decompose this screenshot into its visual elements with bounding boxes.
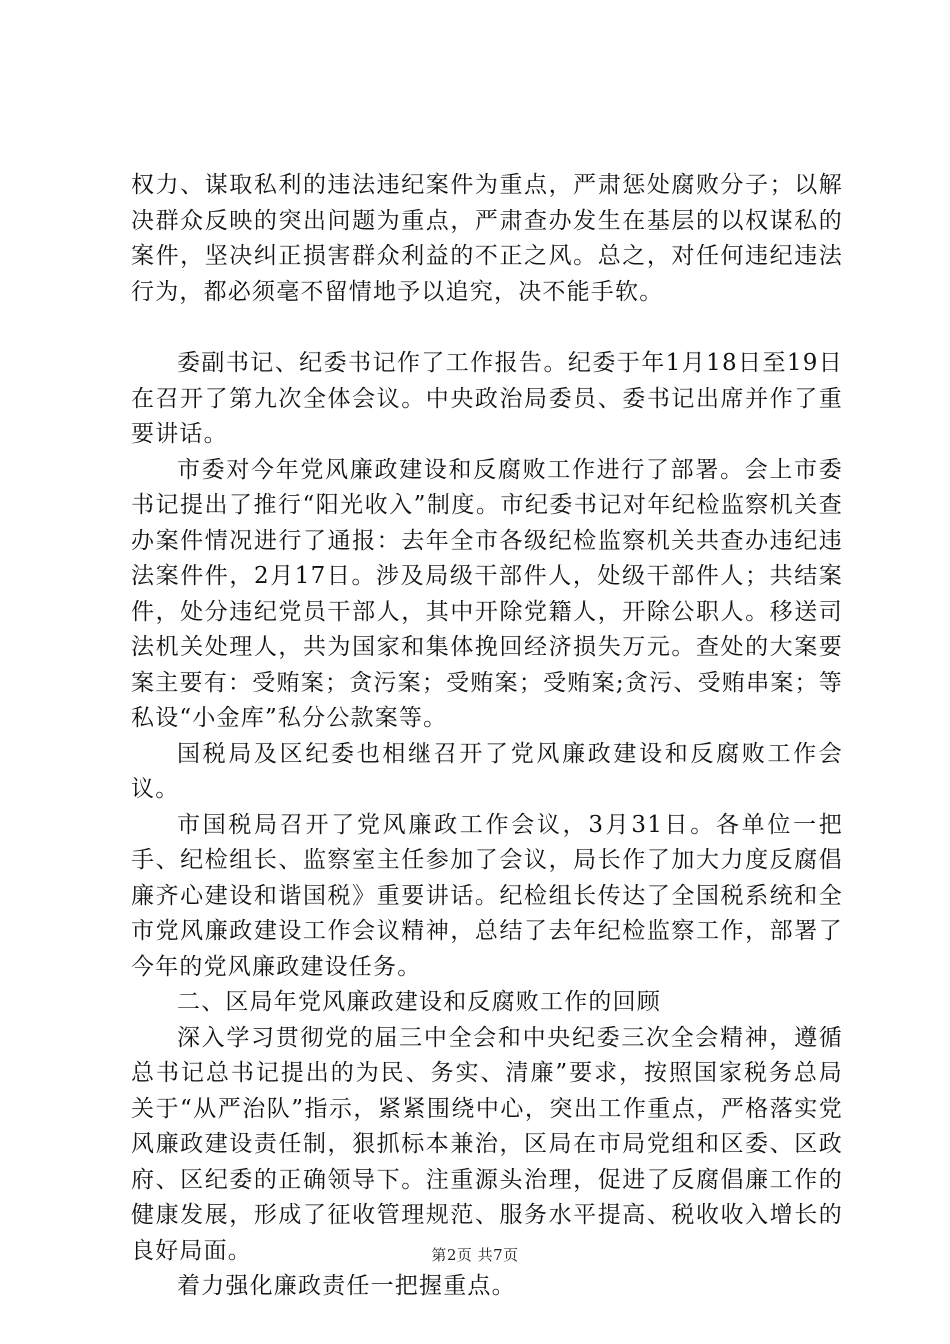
page-number-footer: 第2页 共7页 xyxy=(431,1246,519,1264)
section-heading-review: 二、区局年党风廉政建设和反腐败工作的回顾 xyxy=(177,989,661,1015)
document-body xyxy=(131,168,843,1305)
paragraph-district-meetings: 国税局及区纪委也相继召开了党风廉政建设和反腐败工作会议。 xyxy=(131,740,843,802)
paragraph-responsibility-focus: 着力强化廉政责任一把握重点。 xyxy=(177,1273,516,1299)
paragraph-case-focus: 权力、谋取私利的违法违纪案件为重点，严肃惩处腐败分子；以解决群众反映的突出问题为重点，严肃查办发生在基层的以权谋私的案件，坚决纠正损害群众利益的不正之风。总之，对任何违纪违法行为，都必须毫不留情地予以追究，决不能手软。 xyxy=(131,172,843,305)
paragraph-work-report: 委副书记、纪委书记作了工作报告。纪委于年1月18日至19日在召开了第九次全体会议。中央政治局委员、委书记出席并作了重要讲话。 xyxy=(131,350,843,447)
paragraph-tax-bureau-meeting: 市国税局召开了党风廉政工作会议，3月31日。各单位一把手、纪检组长、监察室主任参加了会议，局长作了加大力度反腐倡廉齐心建设和谐国税》重要讲话。纪检组长传达了全国税系统和全市党风廉政建设工作会议精神，总结了去年纪检监察工作，部署了今年的党风廉政建设任务。 xyxy=(131,811,843,980)
paragraph-municipal-deployment: 市委对今年党风廉政建设和反腐败工作进行了部署。会上市委书记提出了推行“阳光收入”制度。市纪委书记对年纪检监察机关查办案件情况进行了通报：去年全市各级纪检监察机关共查办违纪违法案件件，2月17日。涉及局级干部件人，处级干部件人；共结案件，处分违纪党员干部人，其中开除党籍人，开除公职人。移送司法机关处理人，共为国家和集体挽回经济损失万元。查处的大案要案主要有：受贿案；贪污案；受贿案；受贿案;贪污、受贿串案；等私设“小金库”私分公款案等。 xyxy=(131,456,843,731)
paragraph-study-implement: 深入学习贯彻党的届三中全会和中央纪委三次全会精神，遵循总书记总书记提出的为民、务实、清廉”要求，按照国家税务总局关于“从严治队”指示，紧紧围绕中心，突出工作重点，严格落实党风廉政建设责任制，狠抓标本兼治，区局在市局党组和区委、区政府、区纪委的正确领导下。注重源头治理，促进了反腐倡廉工作的健康发展，形成了征收管理规范、服务水平提高、税收收入增长的良好局面。 xyxy=(131,1024,843,1264)
